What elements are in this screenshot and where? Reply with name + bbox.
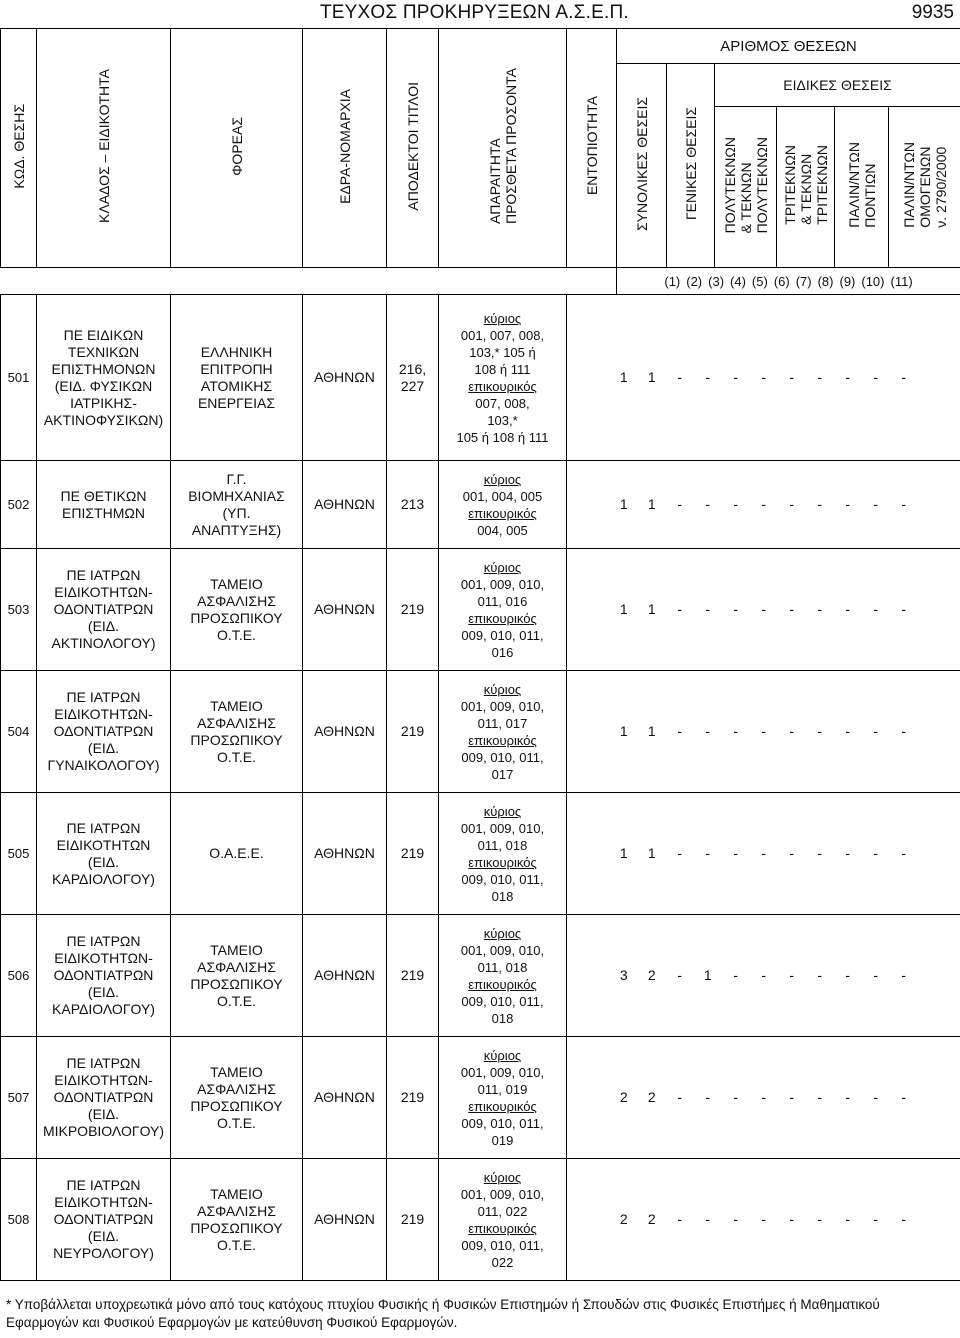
position-count: - [705, 369, 711, 385]
aux-qualification-label: επικουρικός [468, 505, 537, 521]
page-number: 9935 [911, 2, 954, 23]
col-large-family-header: ΠΟΛΥΤΕΚΝΩΝ & ΤΕΚΝΩΝ ΠΟΛΥΤΕΚΝΩΝ [715, 107, 777, 268]
main-qualification-codes: 001, 009, 010, 011, 018 [460, 820, 545, 853]
positions-group-header: ΑΡΙΘΜΟΣ ΘΕΣΕΩΝ [617, 29, 960, 64]
col-general-header: ΓΕΝΙΚΕΣ ΘΕΣΕΙΣ [667, 64, 715, 268]
position-count: 2 [647, 1089, 656, 1105]
table-row [1, 549, 960, 671]
position-count: - [677, 845, 683, 861]
main-qualification-codes: 001, 009, 010, 011, 022 [460, 1186, 545, 1219]
degree-codes: 219 [387, 549, 439, 671]
page-header [0, 0, 960, 28]
position-count: - [817, 496, 823, 512]
position-count: - [845, 967, 851, 983]
position-count: - [733, 845, 739, 861]
position-count: - [817, 845, 823, 861]
position-count: 1 [619, 723, 628, 739]
position-count: - [789, 601, 795, 617]
aux-qualification-label: επικουρικός [468, 732, 537, 748]
table-row [1, 461, 960, 549]
position-counts [567, 461, 960, 549]
seat: ΑΘΗΝΩΝ [303, 1037, 387, 1159]
position-count: 2 [619, 1089, 628, 1105]
column-number: (11) [890, 273, 913, 289]
column-number: (6) [773, 273, 790, 289]
position-count: - [761, 723, 767, 739]
seat: ΑΘΗΝΩΝ [303, 915, 387, 1037]
position-count: - [901, 496, 907, 512]
seat: ΑΘΗΝΩΝ [303, 295, 387, 461]
seat: ΑΘΗΝΩΝ [303, 461, 387, 549]
position-count: - [705, 845, 711, 861]
aux-qualification-codes: 009, 010, 011, 019 [461, 1115, 544, 1148]
main-qualification-label: κύριος [483, 681, 522, 697]
aux-qualification-label: επικουρικός [468, 378, 537, 394]
main-qualification-label: κύριος [483, 1169, 522, 1185]
degree-codes: 213 [387, 461, 439, 549]
position-count: 1 [619, 496, 628, 512]
agency: Γ.Γ. ΒΙΟΜΗΧΑΝΙΑΣ (ΥΠ. ΑΝΑΠΤΥΞΗΣ) [171, 461, 303, 549]
position-count: - [901, 845, 907, 861]
main-qualification-label: κύριος [483, 1047, 522, 1063]
degree-codes: 219 [387, 1159, 439, 1281]
branch-specialty: ΠΕ ΙΑΤΡΩΝ ΕΙΔΙΚΟΤΗΤΩΝ (ΕΙΔ. ΚΑΡΔΙΟΛΟΓΟΥ) [37, 793, 171, 915]
col-degrees-header: ΑΠΟΔΕΚΤΟΙ ΤΙΤΛΟΙ [387, 29, 439, 268]
position-count: 1 [619, 369, 628, 385]
seat: ΑΘΗΝΩΝ [303, 671, 387, 793]
col-homogeneis-header: ΠΑΛΙΝ/ΝΤΩΝ ΟΜΟΓΕΝΩΝ ν. 2790/2000 [889, 107, 960, 268]
position-count: - [677, 496, 683, 512]
positions-table [0, 28, 960, 1281]
col-code-header: ΚΩΔ. ΘΕΣΗΣ [1, 29, 37, 268]
position-count: - [845, 1211, 851, 1227]
position-count: 2 [619, 1211, 628, 1227]
branch-specialty: ΠΕ ΙΑΤΡΩΝ ΕΙΔΙΚΟΤΗΤΩΝ- ΟΔΟΝΤΙΑΤΡΩΝ (ΕΙΔ. ΚΑΡΔΙΟΛΟΓΟΥ) [37, 915, 171, 1037]
main-qualification-label: κύριος [483, 925, 522, 941]
position-count: - [873, 369, 879, 385]
col-total-header: ΣΥΝΟΛΙΚΕΣ ΘΕΣΕΙΣ [617, 64, 667, 268]
position-count: - [845, 1089, 851, 1105]
qualifications [439, 461, 567, 549]
position-count: - [733, 369, 739, 385]
aux-qualification-label: επικουρικός [468, 1098, 537, 1114]
position-count: - [873, 601, 879, 617]
position-count: - [733, 723, 739, 739]
position-count: - [901, 1089, 907, 1105]
position-count: 2 [647, 1211, 656, 1227]
agency: ΤΑΜΕΙΟ ΑΣΦΑΛΙΣΗΣ ΠΡΟΣΩΠΙΚΟΥ Ο.Τ.Ε. [171, 671, 303, 793]
main-qualification-label: κύριος [483, 559, 522, 575]
position-count: - [845, 723, 851, 739]
position-count: - [705, 723, 711, 739]
branch-specialty: ΠΕ ΙΑΤΡΩΝ ΕΙΔΙΚΟΤΗΤΩΝ- ΟΔΟΝΤΙΑΤΡΩΝ (ΕΙΔ. ΓΥΝΑΙΚΟΛΟΓΟΥ) [37, 671, 171, 793]
main-qualification-codes: 001, 009, 010, 011, 017 [460, 698, 545, 731]
position-count: - [733, 1089, 739, 1105]
position-count: - [677, 369, 683, 385]
table-row [1, 295, 960, 461]
agency: ΤΑΜΕΙΟ ΑΣΦΑΛΙΣΗΣ ΠΡΟΣΩΠΙΚΟΥ Ο.Τ.Ε. [171, 1159, 303, 1281]
position-count: 1 [647, 601, 656, 617]
seat: ΑΘΗΝΩΝ [303, 549, 387, 671]
agency: ΤΑΜΕΙΟ ΑΣΦΑΛΙΣΗΣ ΠΡΟΣΩΠΙΚΟΥ Ο.Τ.Ε. [171, 1037, 303, 1159]
seat: ΑΘΗΝΩΝ [303, 793, 387, 915]
position-code: 506 [1, 915, 37, 1037]
main-qualification-label: κύριος [483, 310, 522, 326]
position-count: - [733, 601, 739, 617]
column-number: (4) [730, 273, 746, 289]
position-code: 505 [1, 793, 37, 915]
position-count: - [705, 1211, 711, 1227]
aux-qualification-codes: 004, 005 [477, 522, 528, 538]
position-count: - [761, 1211, 767, 1227]
position-count: - [873, 496, 879, 512]
table-row [1, 793, 960, 915]
position-count: - [901, 967, 907, 983]
position-count: 1 [647, 496, 656, 512]
table-row [1, 915, 960, 1037]
position-count: 1 [647, 369, 656, 385]
position-count: - [901, 723, 907, 739]
aux-qualification-codes: 009, 010, 011, 017 [461, 749, 544, 782]
position-count: - [817, 967, 823, 983]
position-count: - [873, 845, 879, 861]
position-count: - [817, 723, 823, 739]
position-count: - [817, 1089, 823, 1105]
position-count: - [789, 1089, 795, 1105]
main-qualification-codes: 001, 009, 010, 011, 016 [460, 576, 545, 609]
position-count: - [901, 369, 907, 385]
main-qualification-codes: 001, 007, 008, 103,* 105 ή 108 ή 111 [460, 327, 545, 377]
agency: ΤΑΜΕΙΟ ΑΣΦΑΛΙΣΗΣ ΠΡΟΣΩΠΙΚΟΥ Ο.Τ.Ε. [171, 549, 303, 671]
position-count: - [789, 369, 795, 385]
column-number: (2) [686, 273, 703, 289]
agency: ΤΑΜΕΙΟ ΑΣΦΑΛΙΣΗΣ ΠΡΟΣΩΠΙΚΟΥ Ο.Τ.Ε. [171, 915, 303, 1037]
degree-codes: 219 [387, 915, 439, 1037]
position-count: - [705, 601, 711, 617]
position-count: - [845, 845, 851, 861]
position-count: - [901, 1211, 907, 1227]
position-count: - [789, 1211, 795, 1227]
position-counts [567, 1159, 960, 1281]
branch-specialty: ΠΕ ΙΑΤΡΩΝ ΕΙΔΙΚΟΤΗΤΩΝ- ΟΔΟΝΤΙΑΤΡΩΝ (ΕΙΔ. ΑΚΤΙΝΟΛΟΓΟΥ) [37, 549, 171, 671]
position-count: - [761, 1089, 767, 1105]
position-count: - [677, 967, 683, 983]
position-count: - [789, 845, 795, 861]
position-counts [567, 671, 960, 793]
position-count: - [845, 369, 851, 385]
position-count: - [705, 1089, 711, 1105]
position-counts [567, 915, 960, 1037]
position-count: 3 [619, 967, 628, 983]
position-count: - [845, 496, 851, 512]
qualifications [439, 549, 567, 671]
publication-title: ΤΕΥΧΟΣ ΠΡΟΚΗΡΥΞΕΩΝ Α.Σ.Ε.Π. [320, 2, 629, 23]
col-pontic-repatriates-header: ΠΑΛΙΝ/ΝΤΩΝ ΠΟΝΤΙΩΝ [835, 107, 889, 268]
column-number: (8) [817, 273, 834, 289]
number-row-spacer [1, 268, 617, 295]
position-count: - [761, 369, 767, 385]
degree-codes: 219 [387, 793, 439, 915]
column-number: (3) [708, 273, 725, 289]
table-row [1, 1037, 960, 1159]
position-count: - [817, 1211, 823, 1227]
position-count: - [677, 1211, 683, 1227]
aux-qualification-label: επικουρικός [468, 976, 537, 992]
position-counts [567, 793, 960, 915]
position-count: 1 [647, 845, 656, 861]
position-count: - [873, 967, 879, 983]
position-count: - [817, 369, 823, 385]
position-count: - [677, 601, 683, 617]
qualifications [439, 793, 567, 915]
position-count: - [677, 723, 683, 739]
position-code: 504 [1, 671, 37, 793]
branch-specialty: ΠΕ ΙΑΤΡΩΝ ΕΙΔΙΚΟΤΗΤΩΝ- ΟΔΟΝΤΙΑΤΡΩΝ (ΕΙΔ. ΝΕΥΡΟΛΟΓΟΥ) [37, 1159, 171, 1281]
column-number: (9) [839, 273, 856, 289]
agency: ΕΛΛΗΝΙΚΗ ΕΠΙΤΡΟΠΗ ΑΤΟΜΙΚΗΣ ΕΝΕΡΓΕΙΑΣ [171, 295, 303, 461]
main-qualification-label: κύριος [483, 471, 522, 487]
position-count: - [789, 723, 795, 739]
col-three-children-header: ΤΡΙΤΕΚΝΩΝ & ΤΕΚΝΩΝ ΤΡΙΤΕΚΝΩΝ [777, 107, 835, 268]
position-count: - [789, 496, 795, 512]
seat: ΑΘΗΝΩΝ [303, 1159, 387, 1281]
position-count: - [789, 967, 795, 983]
special-group-header: ΕΙΔΙΚΕΣ ΘΕΣΕΙΣ [715, 64, 960, 107]
position-count: - [873, 1211, 879, 1227]
aux-qualification-codes: 007, 008, 103,* 105 ή 108 ή 111 [456, 395, 549, 445]
position-count: 2 [647, 967, 656, 983]
position-count: 1 [619, 845, 628, 861]
position-code: 501 [1, 295, 37, 461]
col-locality-header: ΕΝΤΟΠΙΟΤΗΤΑ [567, 29, 617, 268]
position-count: - [761, 845, 767, 861]
position-count: 1 [703, 967, 712, 983]
qualifications [439, 1037, 567, 1159]
col-seat-header: ΕΔΡΑ-ΝΟΜΑΡΧΙΑ [303, 29, 387, 268]
position-code: 507 [1, 1037, 37, 1159]
branch-specialty: ΠΕ ΕΙΔΙΚΩΝ ΤΕΧΝΙΚΩΝ ΕΠΙΣΤΗΜΟΝΩΝ (ΕΙΔ. ΦΥΣΙΚΩΝ ΙΑΤΡΙΚΗΣ- ΑΚΤΙΝΟΦΥΣΙΚΩΝ) [37, 295, 171, 461]
degree-codes: 219 [387, 671, 439, 793]
branch-specialty: ΠΕ ΙΑΤΡΩΝ ΕΙΔΙΚΟΤΗΤΩΝ- ΟΔΟΝΤΙΑΤΡΩΝ (ΕΙΔ. ΜΙΚΡΟΒΙΟΛΟΓΟΥ) [37, 1037, 171, 1159]
col-agency-header: ΦΟΡΕΑΣ [171, 29, 303, 268]
position-count: - [761, 967, 767, 983]
qualifications [439, 1159, 567, 1281]
main-qualification-label: κύριος [483, 803, 522, 819]
footnote: * Υποβάλλεται υποχρεωτικά μόνο από τους κατόχους πτυχίου Φυσικής ή Φυσικών Επιστημών ή Σπουδών στις Φυσικές Επιστήμες ή Μαθηματικού Εφαρμογών και Φυσικού Εφαρμογών με κατεύθυνση Φυσικού Εφαρμογών. [6, 1297, 880, 1330]
table-row [1, 1159, 960, 1281]
position-count: - [761, 496, 767, 512]
degree-codes: 219 [387, 1037, 439, 1159]
position-code: 503 [1, 549, 37, 671]
aux-qualification-label: επικουρικός [468, 854, 537, 870]
aux-qualification-codes: 009, 010, 011, 018 [461, 993, 544, 1026]
position-count: - [817, 601, 823, 617]
column-number: (10) [861, 273, 885, 289]
table-row [1, 671, 960, 793]
col-qualifications-header: ΑΠΑΡΑΙΤΗΤΑ ΠΡΟΣΘΕΤΑ ΠΡΟΣΟΝΤΑ [439, 29, 567, 268]
position-count: - [733, 1211, 739, 1227]
qualifications [439, 671, 567, 793]
position-count: - [873, 1089, 879, 1105]
position-count: - [845, 601, 851, 617]
aux-qualification-codes: 009, 010, 011, 022 [461, 1237, 544, 1270]
col-branch-header: ΚΛΑΔΟΣ – ΕΙΔΙΚΟΤΗΤΑ [37, 29, 171, 268]
main-qualification-codes: 001, 004, 005 [462, 488, 543, 504]
degree-codes: 216, 227 [387, 295, 439, 461]
position-counts [567, 549, 960, 671]
column-number: (7) [795, 273, 812, 289]
qualifications [439, 915, 567, 1037]
column-number-row [617, 268, 960, 295]
column-number: (5) [751, 273, 768, 289]
aux-qualification-label: επικουρικός [468, 1220, 537, 1236]
position-counts [567, 1037, 960, 1159]
position-count: - [733, 496, 739, 512]
position-count: - [873, 723, 879, 739]
main-qualification-codes: 001, 009, 010, 011, 019 [460, 1064, 545, 1097]
aux-qualification-codes: 009, 010, 011, 016 [461, 627, 544, 660]
position-count: - [677, 1089, 683, 1105]
qualifications [439, 295, 567, 461]
agency: Ο.Α.Ε.Ε. [171, 793, 303, 915]
position-code: 508 [1, 1159, 37, 1281]
position-count: 1 [647, 723, 656, 739]
position-code: 502 [1, 461, 37, 549]
position-counts [567, 295, 960, 461]
position-count: - [705, 496, 711, 512]
aux-qualification-label: επικουρικός [468, 610, 537, 626]
position-count: 1 [619, 601, 628, 617]
main-qualification-codes: 001, 009, 010, 011, 018 [460, 942, 545, 975]
aux-qualification-codes: 009, 010, 011, 018 [461, 871, 544, 904]
branch-specialty: ΠΕ ΘΕΤΙΚΩΝ ΕΠΙΣΤΗΜΩΝ [37, 461, 171, 549]
position-count: - [733, 967, 739, 983]
column-number: (1) [664, 273, 681, 289]
position-count: - [761, 601, 767, 617]
position-count: - [901, 601, 907, 617]
